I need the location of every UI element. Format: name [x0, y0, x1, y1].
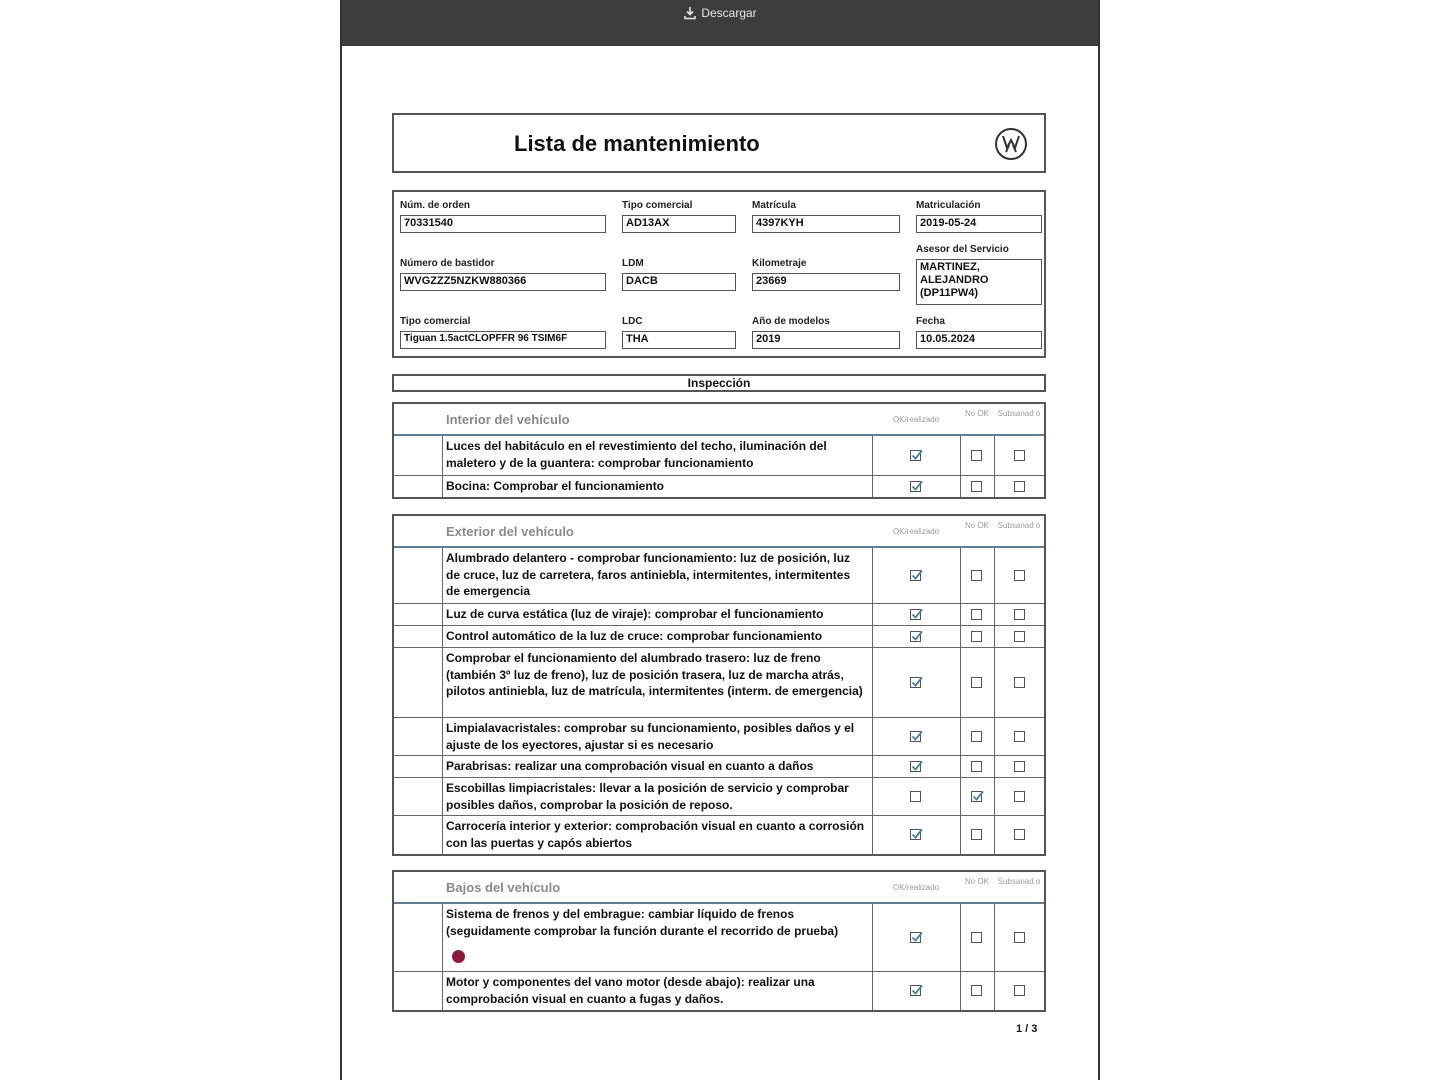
section-1 — [392, 402, 1046, 499]
checklist-row — [394, 648, 1044, 718]
column-header-subsanado: Subsanad o — [997, 877, 1041, 886]
checklist-item-text: Bocina: Comprobar el funcionamiento — [446, 479, 665, 493]
subsanado-checkbox[interactable] — [1014, 791, 1025, 802]
kilometraje-value: 23669 — [752, 273, 900, 291]
not-ok-checkbox[interactable] — [971, 609, 982, 620]
vw-logo-icon — [994, 127, 1028, 166]
ok-checkbox[interactable] — [910, 731, 921, 742]
field-matriculacion: Matriculación 2019-05-24 — [916, 200, 1042, 233]
checklist-row — [394, 476, 1044, 497]
checklist-row — [394, 718, 1044, 756]
section-title: Exterior del vehículo — [446, 524, 574, 539]
asesor-value: MARTINEZ, ALEJANDRO (DP11PW4) — [916, 259, 1042, 305]
field-ldc: LDC THA — [622, 316, 736, 349]
red-dot-icon — [452, 950, 465, 963]
checklist-item-text: Limpialavacristales: comprobar su funcionamiento, posibles daños y el ajuste de los eyectores, ajustar si es necesario — [446, 721, 855, 752]
field-numero-bastidor: Número de bastidor WVGZZZ5NZKW880366 — [400, 258, 606, 291]
subsanado-checkbox[interactable] — [1014, 609, 1025, 620]
ano-modelos-value: 2019 — [752, 331, 900, 349]
matriculacion-value: 2019-05-24 — [916, 215, 1042, 233]
column-header-subsanado: Subsanad o — [997, 521, 1041, 530]
subsanado-checkbox[interactable] — [1014, 450, 1025, 461]
tipo-comercial-code-value: AD13AX — [622, 215, 736, 233]
inspection-heading: Inspección — [392, 374, 1046, 392]
not-ok-checkbox[interactable] — [971, 570, 982, 581]
checklist-item-text: Comprobar el funcionamiento del alumbrado trasero: luz de freno (también 3º luz de freno), luz de posición trasera, luz de marcha atrás, pilotos antiniebla, luz de matrícula, intermitentes (interm. de emergencia) — [446, 651, 863, 698]
not-ok-checkbox[interactable] — [971, 761, 982, 772]
matricula-value: 4397KYH — [752, 215, 900, 233]
pdf-viewer — [340, 0, 1100, 1080]
column-header-nok: No OK — [964, 409, 989, 418]
viewer-toolbar — [342, 0, 1098, 46]
field-asesor: Asesor del Servicio MARTINEZ, ALEJANDRO (DP11PW4) — [916, 244, 1042, 305]
checklist-item-text: Sistema de frenos y del embrague: cambiar líquido de frenos (seguidamente comprobar la función durante el recorrido de prueba) — [446, 907, 839, 938]
ok-checkbox[interactable] — [910, 761, 921, 772]
subsanado-checkbox[interactable] — [1014, 570, 1025, 581]
subsanado-checkbox[interactable] — [1014, 932, 1025, 943]
field-ldm: LDM DACB — [622, 258, 736, 291]
checklist-row — [394, 626, 1044, 648]
subsanado-checkbox[interactable] — [1014, 985, 1025, 996]
checklist-item-text: Escobillas limpiacristales: llevar a la posición de servicio y comprobar posibles daños, comprobar la posición de reposo. — [446, 781, 849, 812]
column-header-ok: OK/realizado — [892, 883, 940, 892]
checklist-row — [394, 972, 1044, 1010]
field-num-orden: Núm. de orden 70331540 — [400, 200, 606, 233]
ldc-value: THA — [622, 331, 736, 349]
download-label: Descargar — [701, 6, 757, 20]
fecha-value: 10.05.2024 — [916, 331, 1042, 349]
ok-checkbox[interactable] — [910, 481, 921, 492]
download-button[interactable] — [683, 6, 756, 20]
order-info-panel — [392, 190, 1046, 358]
not-ok-checkbox[interactable] — [971, 731, 982, 742]
section-header — [394, 872, 1044, 904]
field-tipo-comercial-code: Tipo comercial AD13AX — [622, 200, 736, 233]
checklist-item-text: Luz de curva estática (luz de viraje): comprobar el funcionamiento — [446, 607, 824, 621]
not-ok-checkbox[interactable] — [971, 829, 982, 840]
numero-bastidor-value: WVGZZZ5NZKW880366 — [400, 273, 606, 291]
not-ok-checkbox[interactable] — [971, 677, 982, 688]
checklist-row — [394, 604, 1044, 626]
field-fecha: Fecha 10.05.2024 — [916, 316, 1042, 349]
checklist-row — [394, 548, 1044, 604]
field-ano-modelos: Año de modelos 2019 — [752, 316, 900, 349]
section-header — [394, 404, 1044, 436]
column-header-ok: OK/realizado — [892, 415, 940, 424]
section-2 — [392, 514, 1046, 856]
not-ok-checkbox[interactable] — [971, 631, 982, 642]
checklist-row — [394, 436, 1044, 476]
section-title: Interior del vehículo — [446, 412, 570, 427]
subsanado-checkbox[interactable] — [1014, 677, 1025, 688]
tipo-comercial-value: Tiguan 1.5actCLOPFFR 96 TSIM6F — [400, 331, 606, 349]
not-ok-checkbox[interactable] — [971, 791, 982, 802]
ok-checkbox[interactable] — [910, 985, 921, 996]
checklist-item-text: Luces del habitáculo en el revestimiento del techo, iluminación del maletero y de la guantera: comprobar funcionamiento — [446, 439, 827, 470]
column-header-nok: No OK — [964, 521, 989, 530]
ok-checkbox[interactable] — [910, 932, 921, 943]
num-orden-value: 70331540 — [400, 215, 606, 233]
title-box — [392, 113, 1046, 173]
checklist-item-text: Alumbrado delantero - comprobar funcionamiento: luz de posición, luz de cruce, luz de carretera, faros antiniebla, intermitentes, intermitentes de emergencia — [446, 551, 851, 598]
subsanado-checkbox[interactable] — [1014, 481, 1025, 492]
not-ok-checkbox[interactable] — [971, 481, 982, 492]
not-ok-checkbox[interactable] — [971, 985, 982, 996]
ok-checkbox[interactable] — [910, 631, 921, 642]
checklist-row — [394, 904, 1044, 972]
section-3 — [392, 870, 1046, 1012]
section-header — [394, 516, 1044, 548]
page-indicator: 1 / 3 — [1016, 1023, 1038, 1035]
checklist-row — [394, 816, 1044, 854]
checklist-item-text: Motor y componentes del vano motor (desde abajo): realizar una comprobación visual en cuanto a fugas y daños. — [446, 975, 815, 1006]
not-ok-checkbox[interactable] — [971, 932, 982, 943]
column-header-nok: No OK — [964, 877, 989, 886]
column-header-ok: OK/realizado — [892, 527, 940, 536]
not-ok-checkbox[interactable] — [971, 450, 982, 461]
column-header-subsanado: Subsanad o — [997, 409, 1041, 418]
download-icon — [683, 6, 697, 20]
ok-checkbox[interactable] — [910, 450, 921, 461]
document-title: Lista de mantenimiento — [514, 131, 760, 156]
field-tipo-comercial: Tipo comercial Tiguan 1.5actCLOPFFR 96 TSIM6F — [400, 316, 606, 349]
ldm-value: DACB — [622, 273, 736, 291]
subsanado-checkbox[interactable] — [1014, 631, 1025, 642]
ok-checkbox[interactable] — [910, 791, 921, 802]
subsanado-checkbox[interactable] — [1014, 731, 1025, 742]
ok-checkbox[interactable] — [910, 677, 921, 688]
ok-checkbox[interactable] — [910, 829, 921, 840]
checklist-item-text: Parabrisas: realizar una comprobación visual en cuanto a daños — [446, 759, 814, 773]
checklist-row — [394, 756, 1044, 778]
ok-checkbox[interactable] — [910, 570, 921, 581]
subsanado-checkbox[interactable] — [1014, 761, 1025, 772]
ok-checkbox[interactable] — [910, 609, 921, 620]
field-kilometraje: Kilometraje 23669 — [752, 258, 900, 291]
checklist-item-text: Control automático de la luz de cruce: comprobar funcionamiento — [446, 629, 823, 643]
checklist-item-text: Carrocería interior y exterior: comprobación visual en cuanto a corrosión con las puertas y capós abiertos — [446, 819, 865, 850]
section-title: Bajos del vehículo — [446, 880, 561, 895]
field-matricula: Matrícula 4397KYH — [752, 200, 900, 233]
checklist-row — [394, 778, 1044, 816]
subsanado-checkbox[interactable] — [1014, 829, 1025, 840]
